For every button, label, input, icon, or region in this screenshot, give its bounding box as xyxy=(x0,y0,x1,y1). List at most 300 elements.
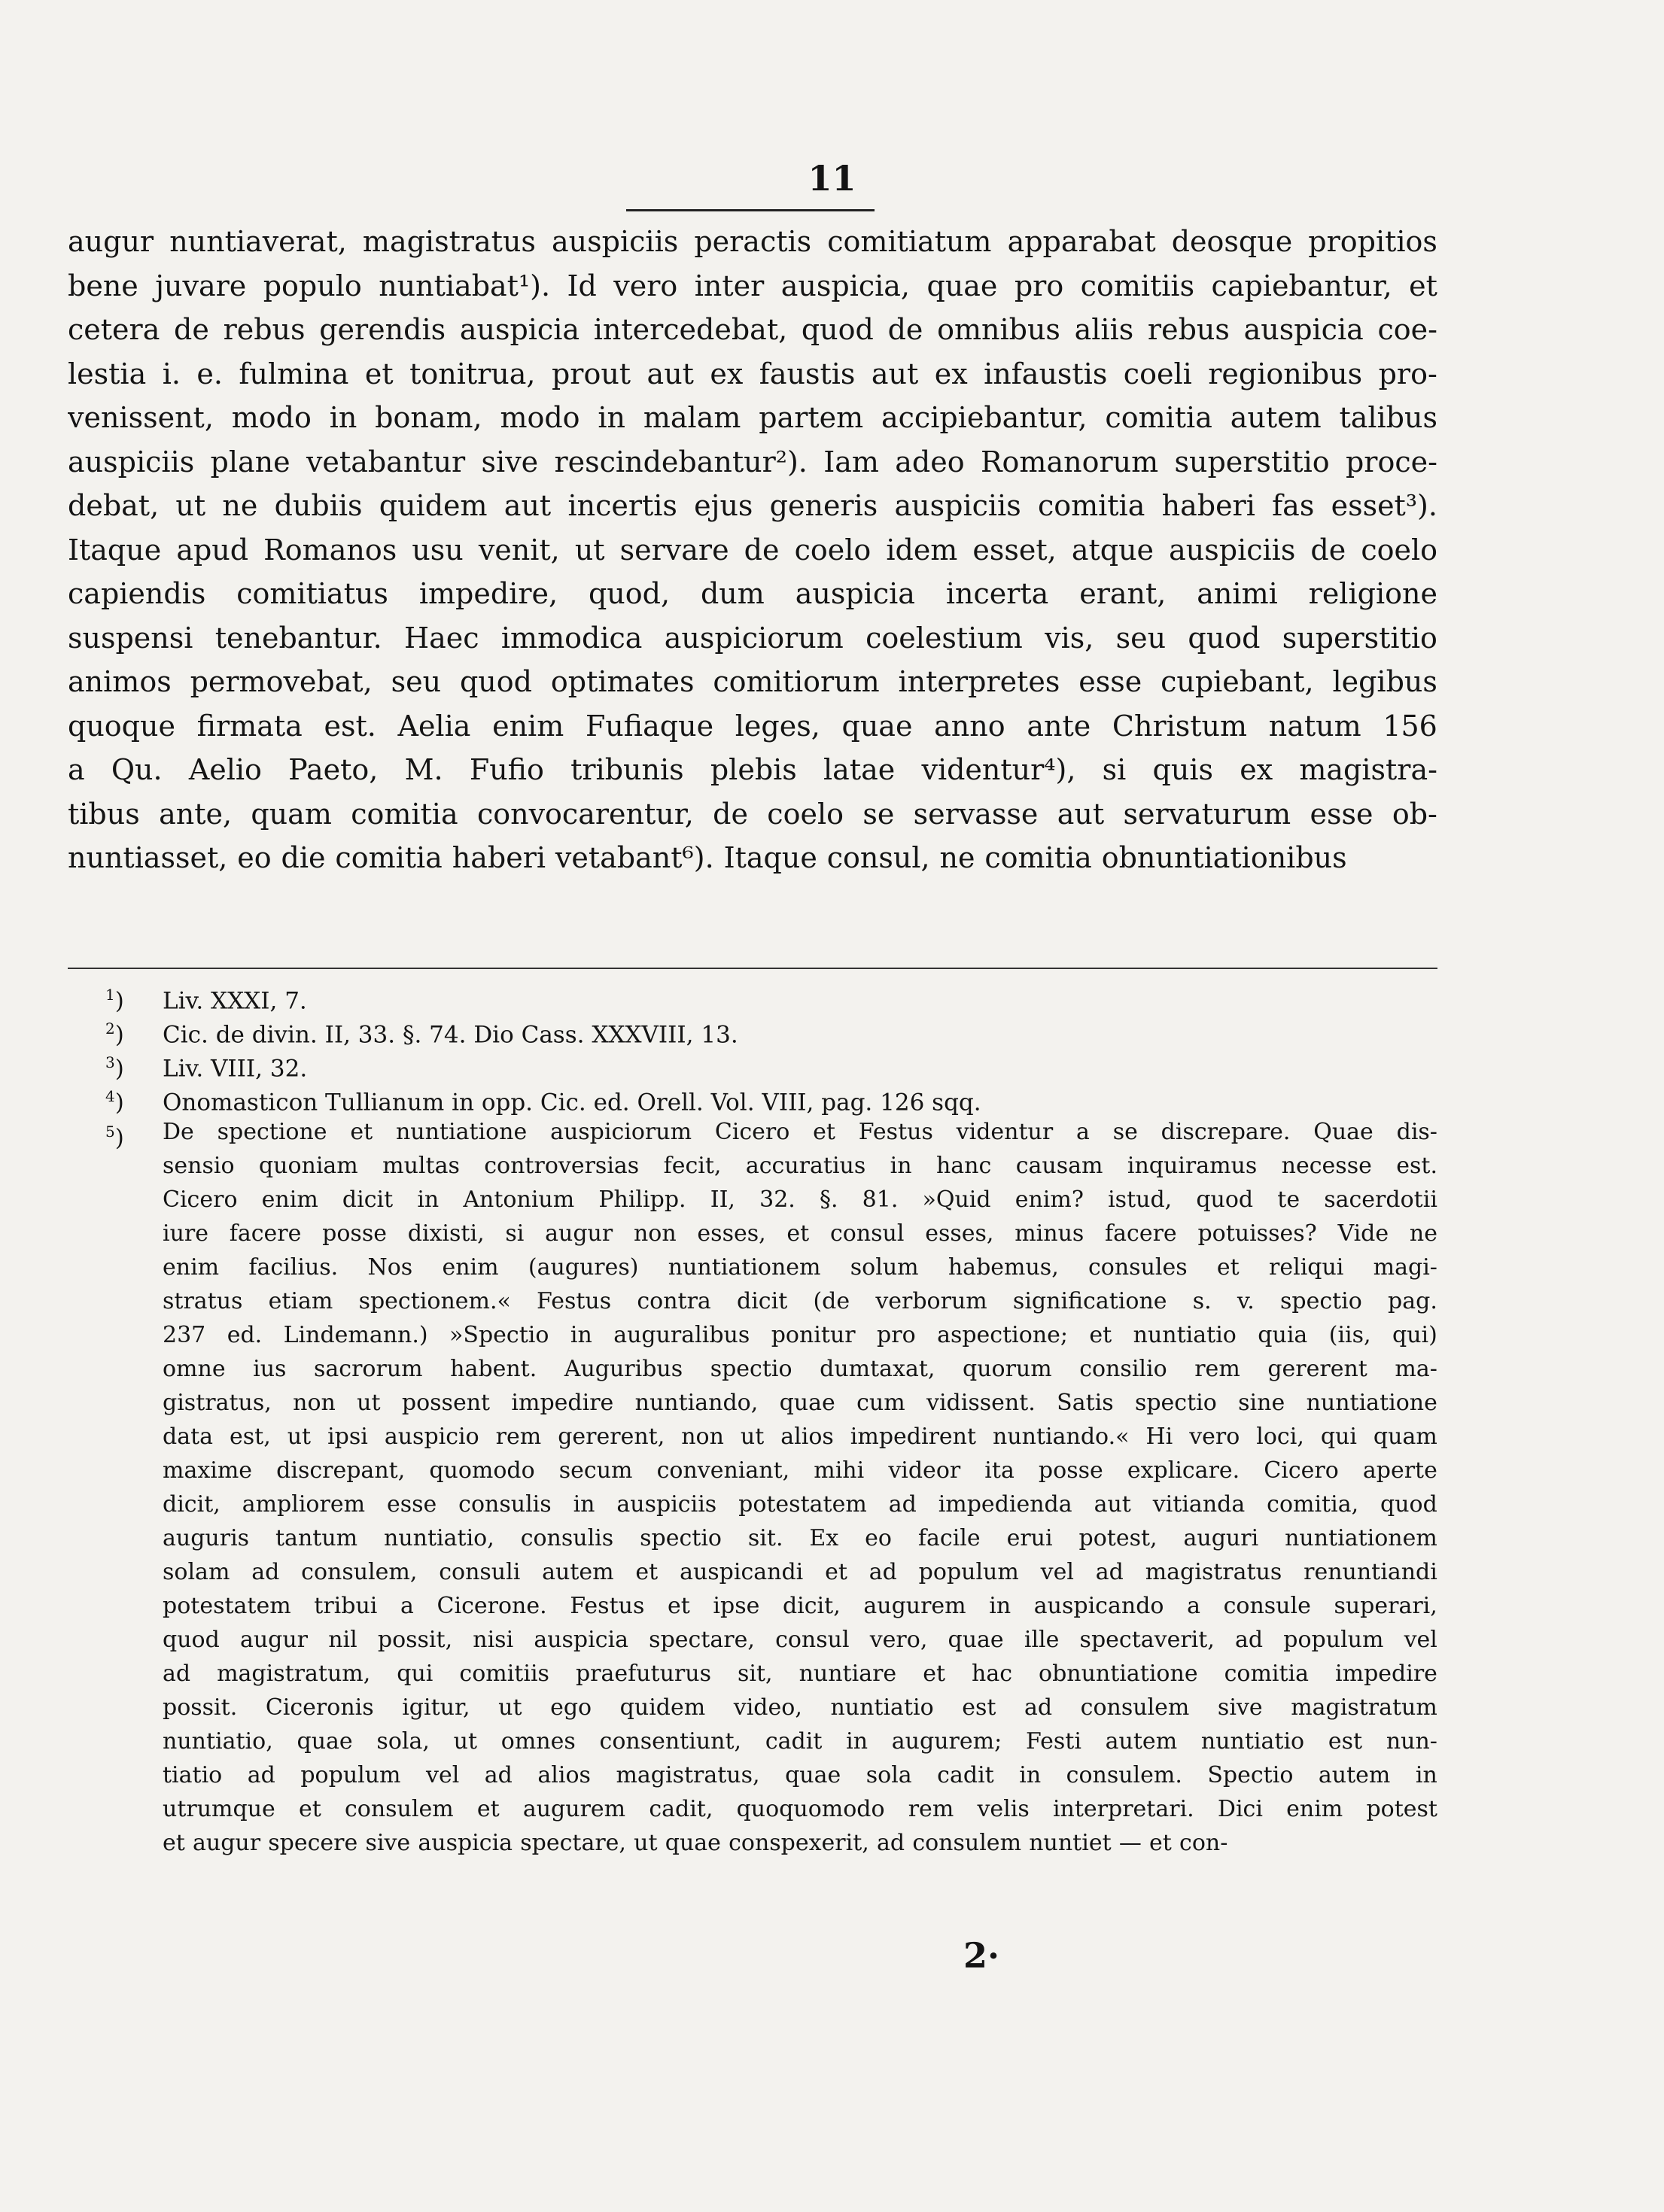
text-line xyxy=(68,396,1437,440)
word: tiatio xyxy=(163,1762,223,1788)
word: nisi xyxy=(473,1627,514,1653)
word: auspiciis xyxy=(68,445,195,479)
footnote-marker: $^4$) xyxy=(105,1087,124,1117)
word: Cicero xyxy=(163,1187,238,1213)
word: superstitio xyxy=(1174,445,1330,479)
word: nuntiatio xyxy=(1133,1322,1237,1348)
word: consilio xyxy=(1079,1356,1167,1382)
word: haberi xyxy=(1161,489,1255,522)
word: Nos xyxy=(367,1254,413,1281)
word: deosque xyxy=(1171,225,1293,258)
word: inter xyxy=(694,269,765,302)
word: controversias xyxy=(484,1153,640,1179)
word: dicit, xyxy=(163,1491,221,1518)
word: malam xyxy=(643,401,741,434)
word: nuntiando.« xyxy=(993,1424,1130,1450)
word: vetabant⁶). xyxy=(555,841,714,874)
word: dicit xyxy=(737,1288,788,1314)
word: esse xyxy=(1310,797,1373,831)
word: impedienda xyxy=(938,1491,1072,1518)
word: et xyxy=(667,1593,690,1619)
word: et xyxy=(635,1559,659,1585)
word: Lindemann.) xyxy=(283,1322,428,1348)
word: auspicio xyxy=(384,1424,479,1450)
word: ad xyxy=(877,1830,905,1856)
word: auguralibus xyxy=(613,1322,750,1348)
word: seu xyxy=(1115,621,1167,655)
word: coelo xyxy=(1361,533,1437,567)
word: e. xyxy=(196,357,223,390)
word: magistratum, xyxy=(217,1661,371,1687)
word: aut xyxy=(646,357,694,390)
word: comitia xyxy=(1224,1661,1310,1687)
word: conspexerit, xyxy=(729,1830,869,1856)
word: videntur⁴), xyxy=(921,753,1076,786)
word: videntur xyxy=(956,1119,1054,1145)
word: facere xyxy=(1105,1220,1177,1247)
word: auspiciis xyxy=(894,489,1021,522)
word: sive xyxy=(365,1830,411,1856)
word: auspicia, xyxy=(780,269,911,302)
word: alios xyxy=(780,1424,834,1450)
word: latae xyxy=(823,753,896,786)
word: dis- xyxy=(1396,1119,1437,1145)
word: pro xyxy=(877,1322,916,1348)
word: auspiciis xyxy=(1169,533,1296,567)
word: augur xyxy=(545,1220,613,1247)
word: autem xyxy=(1230,401,1322,434)
word: autem xyxy=(542,1559,614,1585)
word: impedire xyxy=(511,1390,614,1416)
text-line xyxy=(68,836,1437,880)
word: sensio xyxy=(163,1153,235,1179)
text-line xyxy=(163,1454,1437,1487)
word: consulem. xyxy=(1066,1762,1182,1788)
word: die xyxy=(281,841,326,874)
word: fecit, xyxy=(663,1153,722,1179)
word: coelo xyxy=(767,797,844,831)
word: enim xyxy=(442,1254,499,1281)
word: qui) xyxy=(1392,1322,1437,1348)
word: loci, xyxy=(1256,1424,1304,1450)
word: sive xyxy=(1217,1694,1263,1721)
word: gererent, xyxy=(558,1424,665,1450)
word: se xyxy=(862,797,895,831)
word: quod xyxy=(1188,621,1261,655)
word: plane xyxy=(210,445,291,479)
word: auspicia xyxy=(1243,313,1364,346)
word: apud xyxy=(176,533,249,567)
word: quod, xyxy=(588,577,671,610)
word: praefuturus xyxy=(575,1661,711,1687)
word: et xyxy=(825,1559,847,1585)
word: vetabantur xyxy=(306,445,466,479)
word: et xyxy=(163,1830,185,1856)
word: est xyxy=(962,1694,996,1721)
word: esses, xyxy=(925,1220,994,1247)
word: discrepant, xyxy=(276,1457,406,1484)
word: interpretari. xyxy=(1052,1796,1194,1822)
word: explicare. xyxy=(1127,1457,1240,1484)
word: 237 xyxy=(163,1322,206,1348)
word: ius xyxy=(253,1356,287,1382)
word: causam xyxy=(1015,1153,1103,1179)
word: enim xyxy=(261,1187,318,1213)
text-line xyxy=(163,1115,1437,1149)
word: te xyxy=(1277,1187,1300,1213)
word: auspicia xyxy=(534,1627,629,1653)
word: Itaque xyxy=(68,533,162,567)
word: Romanorum xyxy=(980,445,1159,479)
word: de xyxy=(744,533,780,567)
word: cum xyxy=(856,1390,905,1416)
word: se xyxy=(1112,1119,1138,1145)
word: Ex xyxy=(809,1525,839,1551)
text-line xyxy=(163,1623,1437,1657)
text-line xyxy=(68,484,1437,528)
word: Festus xyxy=(570,1593,645,1619)
word: igitur, xyxy=(402,1694,470,1721)
word: ad xyxy=(247,1762,275,1788)
word: comitia xyxy=(351,797,458,831)
word: comitia xyxy=(1105,401,1212,434)
word: hac xyxy=(972,1661,1013,1687)
word: Cicero xyxy=(714,1119,790,1145)
word: in xyxy=(570,1322,592,1348)
text-line xyxy=(68,440,1437,485)
word: ad xyxy=(251,1559,280,1585)
footnotes xyxy=(105,978,1437,1860)
word: quam xyxy=(251,797,332,831)
word: ex xyxy=(1240,753,1273,786)
word: necesse xyxy=(1281,1153,1372,1179)
word: ed. xyxy=(227,1322,263,1348)
word: facile xyxy=(917,1525,981,1551)
word: debat, xyxy=(68,489,160,522)
word: propitios xyxy=(1308,225,1437,258)
word: fulmina xyxy=(239,357,349,390)
word: quis xyxy=(1152,753,1213,786)
word: coeli xyxy=(1123,357,1192,390)
word: pag. xyxy=(1388,1288,1437,1314)
word: ampliorem xyxy=(242,1491,366,1518)
word: solum xyxy=(850,1254,919,1281)
word: rem xyxy=(1194,1356,1240,1382)
word: animos xyxy=(68,665,172,698)
word: vero xyxy=(1189,1424,1240,1450)
word: populum xyxy=(300,1762,401,1788)
word: ne xyxy=(1409,1220,1437,1247)
word: in xyxy=(846,1728,869,1755)
word: quae xyxy=(785,1762,841,1788)
word: consulem xyxy=(912,1830,1022,1856)
word: ne xyxy=(222,489,258,522)
word: tenebantur. xyxy=(214,621,382,655)
word: augurem xyxy=(522,1796,626,1822)
word: incertis xyxy=(567,489,677,522)
word: sit. xyxy=(747,1525,783,1551)
text-line xyxy=(163,1487,1437,1521)
word: II, xyxy=(710,1187,735,1213)
word: Aelia xyxy=(397,709,471,743)
word: comitiorum xyxy=(713,665,880,698)
word: Cicero xyxy=(1264,1457,1339,1484)
word: nuntiasset, xyxy=(68,841,228,874)
word: videor xyxy=(888,1457,961,1484)
word: possent xyxy=(401,1390,491,1416)
word: non xyxy=(293,1390,336,1416)
word: augur xyxy=(193,1830,261,1856)
word: De xyxy=(163,1119,194,1145)
word: magistratum xyxy=(1291,1694,1437,1721)
word: comitia, xyxy=(1267,1491,1359,1518)
word: auspiciorum xyxy=(664,621,844,655)
word: quorum xyxy=(962,1356,1052,1382)
word: erui xyxy=(1006,1525,1053,1551)
word: Aelio xyxy=(188,753,262,786)
word: ante, xyxy=(159,797,233,831)
word: lestia xyxy=(68,357,147,390)
word: dumtaxat, xyxy=(820,1356,935,1382)
word: ponitur xyxy=(771,1322,856,1348)
word: magi- xyxy=(1373,1254,1437,1281)
word: in xyxy=(989,1593,1011,1619)
word: faustis xyxy=(759,357,856,390)
word: prout xyxy=(551,357,631,390)
word: obnuntiatione xyxy=(1039,1661,1198,1687)
word: pro xyxy=(1014,269,1064,302)
word: ob- xyxy=(1392,797,1437,831)
word: aspectione; xyxy=(937,1322,1068,1348)
word: spectaverit, xyxy=(1079,1627,1215,1653)
word: vidissent. xyxy=(926,1390,1036,1416)
word: capiendis xyxy=(68,577,206,610)
word: conveniant, xyxy=(656,1457,790,1484)
word: capiebantur, xyxy=(1211,269,1392,302)
word: ut xyxy=(498,1694,522,1721)
word: a xyxy=(68,753,85,786)
word: vel xyxy=(1404,1627,1437,1653)
word: omnes xyxy=(500,1728,576,1755)
word: quia xyxy=(1258,1322,1308,1348)
word: habemus, xyxy=(948,1254,1059,1281)
word: nuntiatio, xyxy=(163,1728,273,1755)
word: ad xyxy=(888,1491,917,1518)
text-line xyxy=(163,1724,1437,1758)
word: de xyxy=(1310,533,1346,567)
word: intercedebat, xyxy=(593,313,788,346)
word: esse xyxy=(1078,665,1142,698)
word: et xyxy=(1149,1830,1172,1856)
word: utrumque xyxy=(163,1796,275,1822)
word: mihi xyxy=(814,1457,865,1484)
word: Qu. xyxy=(111,753,163,786)
word: quam xyxy=(1373,1424,1437,1450)
word: sacerdotii xyxy=(1324,1187,1437,1213)
word: magistratus xyxy=(362,225,536,258)
footnote-rule xyxy=(68,968,1437,969)
word: idem xyxy=(886,533,958,567)
word: eo xyxy=(237,841,272,874)
word: et xyxy=(350,1119,373,1145)
word: qui xyxy=(397,1661,433,1687)
word: comitiatum xyxy=(827,225,992,258)
text-line xyxy=(163,1352,1437,1386)
word: significatione xyxy=(1012,1288,1167,1314)
word: auspicia xyxy=(418,1830,513,1856)
word: accipiebantur, xyxy=(881,401,1088,434)
word: seu xyxy=(391,665,442,698)
word: 156 xyxy=(1383,709,1437,743)
word: istud, xyxy=(1108,1187,1173,1213)
word: comitia xyxy=(1037,489,1145,522)
word: et xyxy=(476,1796,500,1822)
word: specere xyxy=(268,1830,358,1856)
word: consuli xyxy=(439,1559,521,1585)
word: Ciceronis xyxy=(265,1694,374,1721)
word: posse xyxy=(322,1220,387,1247)
footnote-marker: $^3$) xyxy=(105,1053,124,1083)
header-rule xyxy=(626,209,875,211)
word: impedirent xyxy=(850,1424,977,1450)
word: auspicia xyxy=(795,577,915,610)
word: Festi xyxy=(1025,1728,1081,1755)
word: quidem xyxy=(379,489,488,522)
word: erant, xyxy=(1079,577,1167,610)
word: contra xyxy=(637,1288,711,1314)
word: consul, xyxy=(826,841,930,874)
word: quidem xyxy=(619,1694,706,1721)
word: quod xyxy=(459,665,532,698)
word: potestatem xyxy=(163,1593,291,1619)
text-line xyxy=(163,1386,1437,1420)
text-line xyxy=(68,748,1437,792)
word: ut xyxy=(357,1390,381,1416)
word: impedire xyxy=(1335,1661,1437,1687)
word: vero xyxy=(613,269,678,302)
word: potest, xyxy=(1078,1525,1157,1551)
word: cetera xyxy=(68,313,160,346)
word: spectare, xyxy=(520,1830,626,1856)
word: gerendis xyxy=(319,313,446,346)
word: consulem xyxy=(1080,1694,1190,1721)
footnote-4 xyxy=(105,1080,1437,1117)
word: suspensi xyxy=(68,621,193,655)
word: auguris xyxy=(163,1525,250,1551)
word: quoniam xyxy=(258,1153,358,1179)
word: tibus xyxy=(68,797,140,831)
word: spectare, xyxy=(649,1627,755,1653)
word: dicit xyxy=(342,1187,394,1213)
word: religione xyxy=(1308,577,1437,610)
text-line xyxy=(68,220,1437,264)
text-line xyxy=(68,528,1437,573)
word: si xyxy=(505,1220,525,1247)
word: ex xyxy=(710,357,744,390)
word: Dici xyxy=(1217,1796,1263,1822)
footnote-text: Liv. VIII, 32. xyxy=(163,1055,308,1083)
word: enim? xyxy=(1015,1187,1084,1213)
word: dubiis xyxy=(274,489,363,522)
text-line xyxy=(68,264,1437,308)
word: quae xyxy=(665,1830,721,1856)
word: v. xyxy=(1237,1288,1255,1314)
word: verborum xyxy=(875,1288,987,1314)
word: quod xyxy=(1196,1187,1254,1213)
footnote-list xyxy=(105,978,1437,1117)
word: quod xyxy=(163,1627,220,1653)
word: ad xyxy=(1235,1627,1264,1653)
word: sola xyxy=(865,1762,912,1788)
word: augurem xyxy=(863,1593,966,1619)
word: spectio xyxy=(640,1525,722,1551)
text-line xyxy=(68,616,1437,661)
word: esset, xyxy=(972,533,1057,567)
word: quae xyxy=(926,269,998,302)
word: servaturum xyxy=(1123,797,1291,831)
word: populum xyxy=(918,1559,1019,1585)
word: comitia xyxy=(335,841,443,874)
word: nuntiando, xyxy=(634,1390,759,1416)
word: possit. xyxy=(163,1694,238,1721)
word: dixisti, xyxy=(407,1220,485,1247)
word: plebis xyxy=(710,753,797,786)
word: esses, xyxy=(697,1220,766,1247)
word: servasse xyxy=(913,797,1039,831)
word: Cicerone. xyxy=(437,1593,547,1619)
word: populo xyxy=(263,269,362,302)
word: auspicia xyxy=(459,313,580,346)
word: §. xyxy=(819,1187,838,1213)
word: tribunis xyxy=(570,753,684,786)
word: quod xyxy=(801,313,874,346)
word: consentiunt, xyxy=(599,1728,742,1755)
word: haberi xyxy=(452,841,546,874)
word: interpretes xyxy=(898,665,1060,698)
word: Haec xyxy=(404,621,479,655)
word: sine xyxy=(1238,1390,1285,1416)
word: aliis xyxy=(1074,313,1134,346)
word: ille xyxy=(1024,1627,1060,1653)
word: convocarentur, xyxy=(476,797,694,831)
word: Iam xyxy=(823,445,879,479)
word: populum xyxy=(1283,1627,1384,1653)
word: multas xyxy=(382,1153,460,1179)
word: nuntiatio xyxy=(830,1694,934,1721)
word: quae xyxy=(841,709,913,743)
word: generis xyxy=(769,489,878,522)
word: ad xyxy=(163,1661,191,1687)
word: Spectio xyxy=(1207,1762,1294,1788)
word: incerta xyxy=(945,577,1049,610)
word: data xyxy=(163,1424,214,1450)
word: ut xyxy=(634,1830,658,1856)
footnote-marker: $^1$) xyxy=(105,986,124,1015)
word: tribui xyxy=(314,1593,378,1619)
text-line xyxy=(68,704,1437,749)
word: ut xyxy=(175,489,206,522)
text-line xyxy=(68,792,1437,837)
word: coelestium xyxy=(865,621,1023,655)
word: Christum xyxy=(1112,709,1248,743)
word: de xyxy=(887,313,923,346)
text-line xyxy=(68,352,1437,397)
word: consul xyxy=(829,1220,905,1247)
word: venit, xyxy=(478,533,560,567)
text-line xyxy=(163,1318,1437,1352)
word: a xyxy=(400,1593,414,1619)
word: alios xyxy=(537,1762,591,1788)
